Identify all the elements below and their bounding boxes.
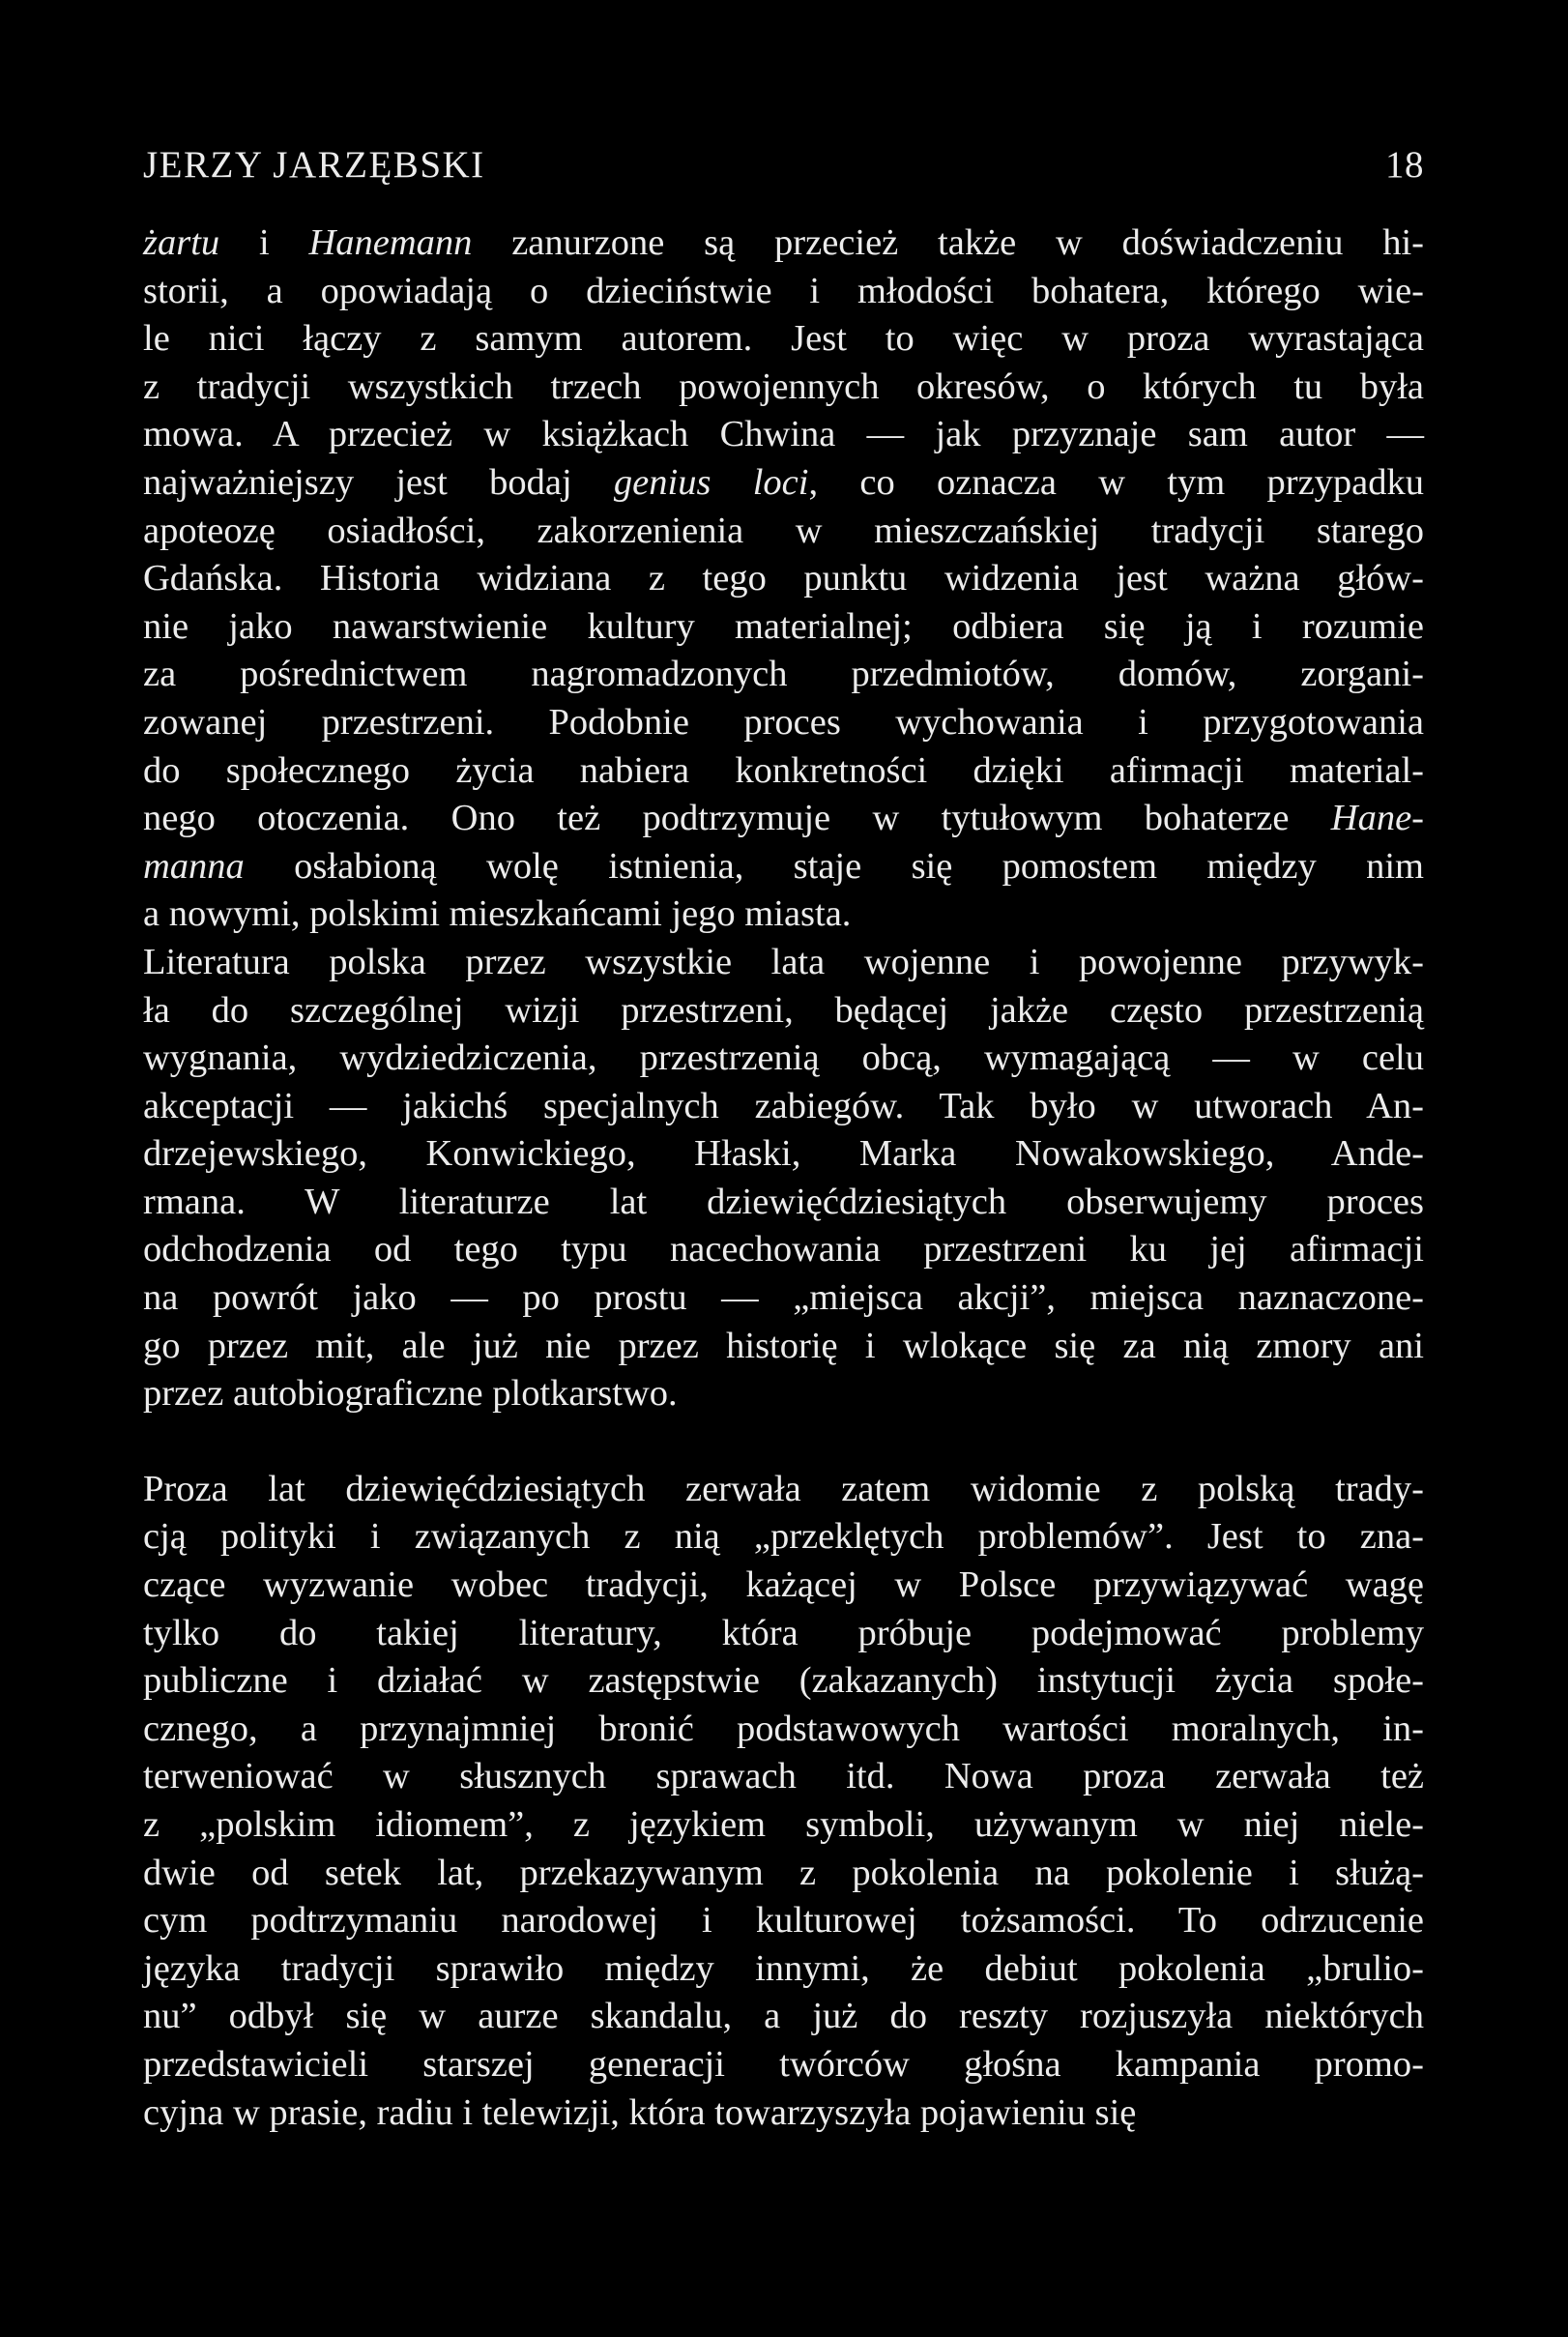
text-run: najważniejszy jest bodaj [143,461,614,503]
text-line [143,1801,1424,1850]
text-line [143,1850,1424,1898]
text-line [143,508,1424,556]
text-run: mowa. A przecież w książkach Chwina — jak przyznaje sam autor — [143,414,1424,455]
text-line [143,1945,1424,1994]
text-run: wygnania, wydziedziczenia, przestrzenią obcą, wymagającą — w celu [143,1037,1424,1079]
running-header-author: JERZY JARZĘBSKI [143,144,485,186]
text-run: cją polityki i związanych z nią „przeklętych problemów”. Jest to zna- [143,1516,1424,1558]
text-line [143,2041,1424,2089]
text-run: języka tradycji sprawiło między innymi, że debiut pokolenia „brulio- [143,1947,1424,1989]
text-run: Literatura polska przez wszystkie lata wojenne i powojenne przywyk- [143,941,1424,982]
text-line [143,1466,1424,1514]
text-line [143,1610,1424,1658]
italic-text: Hane- [1330,798,1424,839]
text-run: nu” odbył się w aurze skandalu, a już do reszty rozjuszyła niektórych [143,1996,1424,2037]
text-run: ła do szczególnej wizji przestrzeni, będącej jakże często przestrzenią [143,989,1424,1031]
text-run: akceptacji — jakichś specjalnych zabiegów. Tak było w utworach An- [143,1085,1424,1126]
running-header [143,143,1424,187]
text-run: na powrót jako — po prostu — „miejsca akcji”, miejsca naznaczone- [143,1277,1424,1319]
text-run: z „polskim idiomem”, z językiem symboli, używanym w niej niele- [143,1804,1424,1845]
text-run: terweniować w słusznych sprawach itd. Nowa proza zerwała też [143,1756,1424,1797]
text-run: a nowymi, polskimi mieszkańcami jego miasta. [143,893,852,935]
text-run: storii, a opowiadają o dzieciństwie i młodości bohatera, którego wie- [143,270,1424,311]
text-run: osłabioną wolę istnienia, staje się pomostem między nim [244,845,1424,887]
text-line [143,651,1424,699]
text-run: cyjna w prasie, radiu i telewizji, która towarzyszyła pojawieniu się [143,2091,1137,2133]
text-run: drzejewskiego, Konwickiego, Hłaski, Marka Nowakowskiego, Ande- [143,1133,1424,1175]
text-line [143,268,1424,316]
text-run: do społecznego życia nabiera konkretności dzięki afirmacji material- [143,749,1424,791]
text-run: rmana. W literaturze lat dziewięćdziesiątych obserwujemy proces [143,1181,1424,1222]
page-number: 18 [1385,144,1424,186]
text-line [143,364,1424,412]
text-run: przez autobiograficzne plotkarstwo. [143,1373,678,1415]
text-line [143,1323,1424,1371]
text-line [143,1083,1424,1131]
text-line [143,891,1424,939]
text-line [143,1179,1424,1227]
text-line [143,1706,1424,1754]
text-run: dwie od setek lat, przekazywanym z pokolenia na pokolenie i służą- [143,1852,1424,1893]
text-line [143,1226,1424,1274]
text-line [143,1753,1424,1801]
text-run: nie jako nawarstwienie kultury materialnej; odbiera się ją i rozumie [143,605,1424,647]
text-line [143,411,1424,459]
text-run: przedstawicieli starszej generacji twórców głośna kampania promo- [143,2043,1424,2085]
text-run: publiczne i działać w zastępstwie (zakazanych) instytucji życia społe- [143,1660,1424,1702]
text-line [143,315,1424,364]
text-line [143,699,1424,747]
text-run: za pośrednictwem nagromadzonych przedmiotów, domów, zorgani- [143,654,1424,695]
text-line [143,1513,1424,1562]
text-line [143,939,1424,987]
book-page [143,143,1424,2137]
italic-text: żartu [143,222,220,263]
text-line [143,1370,1424,1418]
text-line [143,603,1424,652]
italic-text: genius loci [613,461,809,503]
text-run: Gdańska. Historia widziana z tego punktu widzenia jest ważna głów- [143,558,1424,599]
paragraph [143,939,1424,1418]
paragraph [143,219,1424,939]
text-line [143,795,1424,843]
text-run: , co oznacza w tym przypadku [808,461,1424,503]
text-run: odchodzenia od tego typu nacechowania przestrzeni ku jej afirmacji [143,1229,1424,1271]
text-line [143,1993,1424,2041]
text-run: apoteozę osiadłości, zakorzenienia w mieszczańskiej tradycji starego [143,510,1424,551]
text-line [143,843,1424,891]
text-line [143,1035,1424,1083]
text-run: zanurzone są przecież także w doświadczeniu hi- [472,222,1425,263]
text-line [143,747,1424,796]
text-run: zowanej przestrzeni. Podobnie proces wychowania i przygotowania [143,701,1424,743]
text-line [143,1657,1424,1706]
text-line [143,1130,1424,1179]
text-line [143,1897,1424,1945]
text-line [143,1562,1424,1610]
text-run: go przez mit, ale już nie przez historię i wlokące się za nią zmory ani [143,1325,1424,1366]
body-text [143,219,1424,2137]
text-line [143,2089,1424,2138]
italic-text: manna [143,845,245,887]
text-run: czące wyzwanie wobec tradycji, każącej w Polsce przywiązywać wagę [143,1564,1424,1606]
text-line [143,987,1424,1036]
text-run: Proza lat dziewięćdziesiątych zerwała zatem widomie z polską trady- [143,1468,1424,1509]
text-line [143,219,1424,268]
text-run: nego otoczenia. Ono też podtrzymuje w tytułowym bohaterze [143,798,1331,839]
paragraph [143,1466,1424,2137]
italic-text: Hanemann [308,222,473,263]
text-line [143,459,1424,508]
text-run: tylko do takiej literatury, która próbuje podejmować problemy [143,1612,1424,1653]
text-run: le nici łączy z samym autorem. Jest to więc w proza wyrastająca [143,318,1424,360]
text-run: i [219,222,309,263]
text-line [143,555,1424,603]
text-line [143,1274,1424,1323]
text-run: cym podtrzymaniu narodowej i kulturowej tożsamości. To odrzucenie [143,1900,1424,1942]
text-run: cznego, a przynajmniej bronić podstawowych wartości moralnych, in- [143,1708,1424,1749]
text-run: z tradycji wszystkich trzech powojennych okresów, o których tu była [143,365,1424,407]
